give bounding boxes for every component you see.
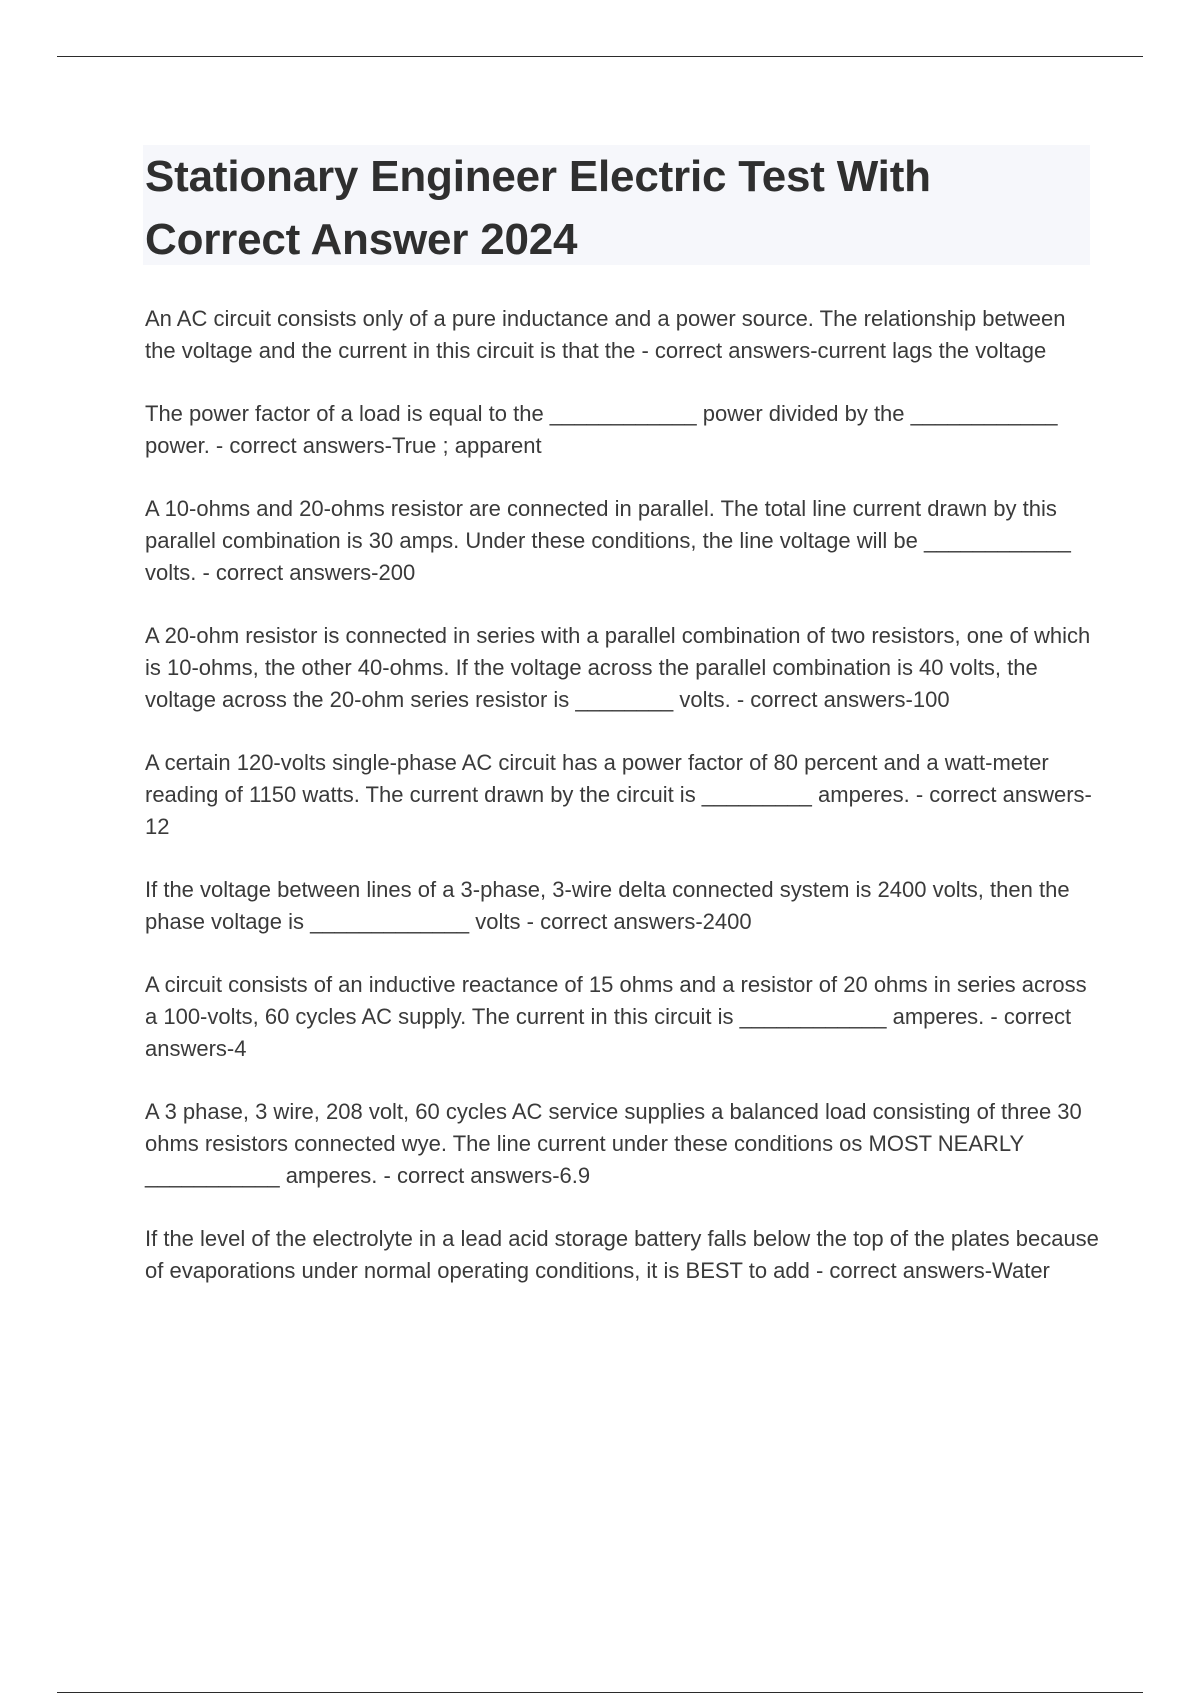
page-title: Stationary Engineer Electric Test With Correct Answer 2024 <box>145 152 931 264</box>
question-item-7: A circuit consists of an inductive reactance of 15 ohms and a resistor of 20 ohms in series across a 100-volts, 60 cycles AC supply. The current in this circuit is ____________ amperes. - correct answers-4 <box>145 972 1093 1061</box>
question-item-8: A 3 phase, 3 wire, 208 volt, 60 cycles AC service supplies a balanced load consisting of three 30 ohms resistors connected wye. The line current under these conditions os MOST NEARLY ___________ amperes. - correct answers-6.9 <box>145 1099 1088 1188</box>
question-item-1: An AC circuit consists only of a pure inductance and a power source. The relationship between the voltage and the current in this circuit is that the - correct answers-current lags the voltage <box>145 306 1072 363</box>
question-item-9: If the level of the electrolyte in a lead acid storage battery falls below the top of the plates because of evaporations under normal operating conditions, it is BEST to add - correct answers-Water <box>145 1226 1106 1283</box>
question-item-2: The power factor of a load is equal to the ____________ power divided by the ____________ power. - correct answers-True ; apparent <box>145 401 1064 458</box>
question-item-3: A 10-ohms and 20-ohms resistor are connected in parallel. The total line current drawn by this parallel combination is 30 amps. Under these conditions, the line voltage will be ____________ volts. - correct answers-200 <box>145 496 1077 585</box>
bottom-divider <box>57 1692 1143 1693</box>
question-list <box>145 303 1106 1318</box>
question-item-5: A certain 120-volts single-phase AC circuit has a power factor of 80 percent and a watt-meter reading of 1150 watts. The current drawn by the circuit is _________ amperes. - correct answers-12 <box>145 750 1092 839</box>
question-item-4: A 20-ohm resistor is connected in series with a parallel combination of two resistors, one of which is 10-ohms, the other 40-ohms. If the voltage across the parallel combination is 40 volts, the voltage across the 20-ohm series resistor is ________ volts. - correct answers-100 <box>145 623 1097 712</box>
top-divider <box>57 56 1143 57</box>
title-banner <box>143 145 1090 265</box>
question-item-6: If the voltage between lines of a 3-phase, 3-wire delta connected system is 2400 volts, then the phase voltage is _____________ volts - correct answers-2400 <box>145 877 1076 934</box>
